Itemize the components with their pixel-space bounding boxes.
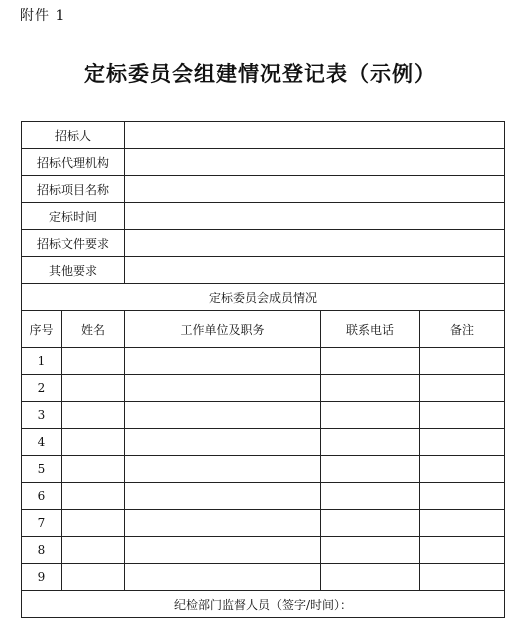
note-cell[interactable] — [420, 402, 505, 429]
name-cell[interactable] — [62, 402, 125, 429]
row-number: 9 — [22, 564, 62, 591]
org-cell[interactable] — [125, 348, 321, 375]
info-label: 招标代理机构 — [22, 149, 125, 176]
info-label: 招标项目名称 — [22, 176, 125, 203]
table-row — [22, 429, 505, 456]
phone-cell[interactable] — [321, 402, 420, 429]
info-row-agency — [22, 149, 505, 176]
row-number: 2 — [22, 375, 62, 402]
info-label: 招标人 — [22, 122, 125, 149]
org-cell[interactable] — [125, 483, 321, 510]
org-cell[interactable] — [125, 510, 321, 537]
table-row — [22, 483, 505, 510]
note-cell[interactable] — [420, 348, 505, 375]
phone-cell[interactable] — [321, 510, 420, 537]
org-cell[interactable] — [125, 375, 321, 402]
info-row-other-requirements — [22, 257, 505, 284]
row-number: 6 — [22, 483, 62, 510]
name-cell[interactable] — [62, 483, 125, 510]
name-cell[interactable] — [62, 456, 125, 483]
phone-cell[interactable] — [321, 348, 420, 375]
members-header-row — [22, 311, 505, 348]
column-header-note: 备注 — [420, 311, 505, 348]
name-cell[interactable] — [62, 348, 125, 375]
info-value-field[interactable] — [125, 149, 505, 176]
page-title: 定标委员会组建情况登记表（示例） — [84, 61, 436, 86]
row-number: 7 — [22, 510, 62, 537]
members-section-title: 定标委员会成员情况 — [22, 284, 505, 311]
column-header-name: 姓名 — [62, 311, 125, 348]
phone-cell[interactable] — [321, 375, 420, 402]
note-cell[interactable] — [420, 456, 505, 483]
info-value-field[interactable] — [125, 176, 505, 203]
phone-cell[interactable] — [321, 483, 420, 510]
row-number: 5 — [22, 456, 62, 483]
org-cell[interactable] — [125, 456, 321, 483]
table-row — [22, 564, 505, 591]
table-row — [22, 402, 505, 429]
row-number: 8 — [22, 537, 62, 564]
table-row — [22, 456, 505, 483]
phone-cell[interactable] — [321, 564, 420, 591]
info-label: 招标文件要求 — [22, 230, 125, 257]
note-cell[interactable] — [420, 483, 505, 510]
supervisor-row — [22, 591, 505, 618]
info-value-field[interactable] — [125, 230, 505, 257]
table-row — [22, 375, 505, 402]
table-row — [22, 537, 505, 564]
note-cell[interactable] — [420, 564, 505, 591]
info-row-tenderer — [22, 122, 505, 149]
info-value-field[interactable] — [125, 257, 505, 284]
info-row-project-name — [22, 176, 505, 203]
info-label: 其他要求 — [22, 257, 125, 284]
name-cell[interactable] — [62, 510, 125, 537]
name-cell[interactable] — [62, 537, 125, 564]
info-value-field[interactable] — [125, 122, 505, 149]
table-row — [22, 348, 505, 375]
name-cell[interactable] — [62, 429, 125, 456]
phone-cell[interactable] — [321, 537, 420, 564]
attachment-label: 附件 1 — [20, 8, 66, 24]
column-header-no: 序号 — [22, 311, 62, 348]
row-number: 3 — [22, 402, 62, 429]
org-cell[interactable] — [125, 429, 321, 456]
org-cell[interactable] — [125, 537, 321, 564]
note-cell[interactable] — [420, 375, 505, 402]
note-cell[interactable] — [420, 429, 505, 456]
info-row-document-requirements — [22, 230, 505, 257]
org-cell[interactable] — [125, 564, 321, 591]
info-row-award-time — [22, 203, 505, 230]
info-value-field[interactable] — [125, 203, 505, 230]
column-header-org: 工作单位及职务 — [125, 311, 321, 348]
info-label: 定标时间 — [22, 203, 125, 230]
name-cell[interactable] — [62, 564, 125, 591]
members-section-row — [22, 284, 505, 311]
table-row — [22, 510, 505, 537]
phone-cell[interactable] — [321, 456, 420, 483]
registration-table — [21, 121, 505, 618]
note-cell[interactable] — [420, 537, 505, 564]
phone-cell[interactable] — [321, 429, 420, 456]
row-number: 1 — [22, 348, 62, 375]
note-cell[interactable] — [420, 510, 505, 537]
supervisor-signature-label: 纪检部门监督人员（签字/时间）： — [22, 591, 505, 618]
column-header-phone: 联系电话 — [321, 311, 420, 348]
org-cell[interactable] — [125, 402, 321, 429]
name-cell[interactable] — [62, 375, 125, 402]
row-number: 4 — [22, 429, 62, 456]
